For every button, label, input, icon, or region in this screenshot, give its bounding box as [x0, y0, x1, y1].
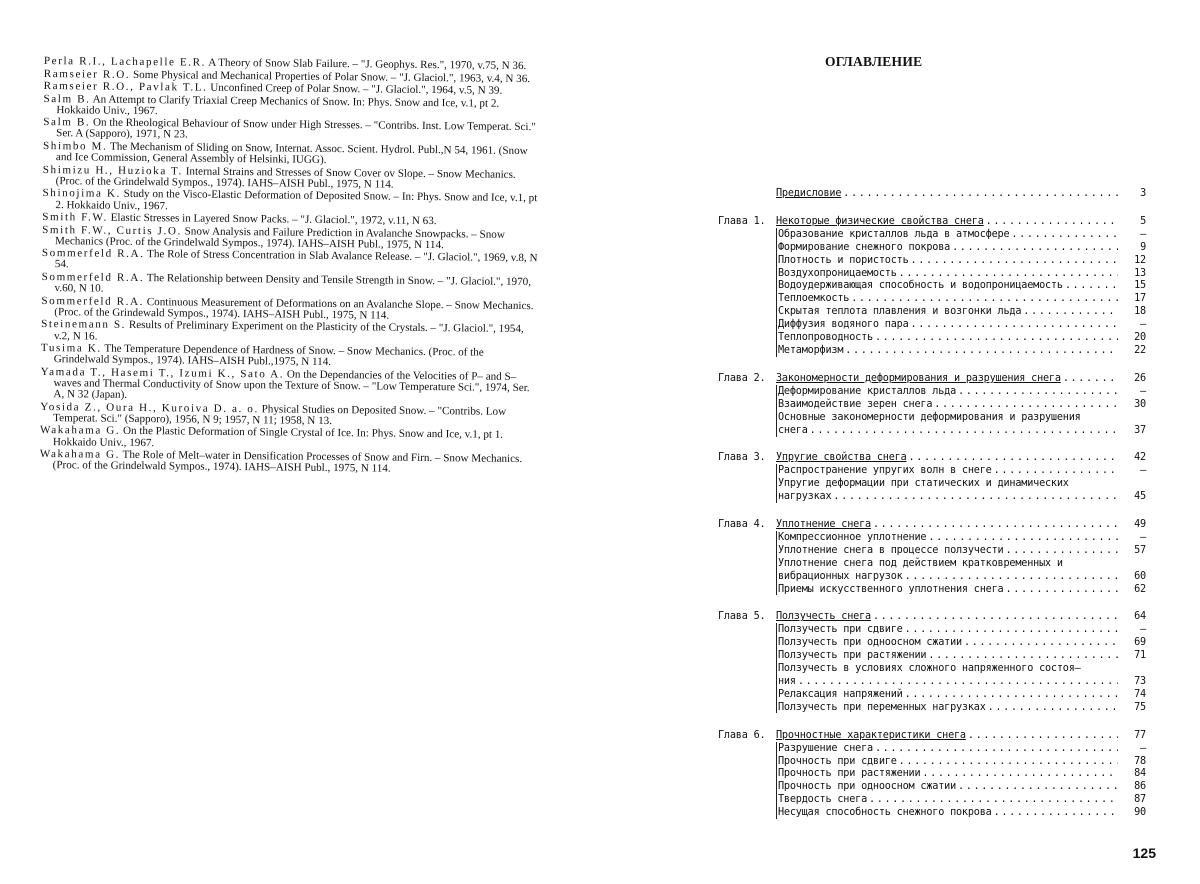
toc-entry	[718, 332, 1146, 345]
toc-entry-page: 49	[1134, 519, 1146, 531]
leader-dots	[810, 425, 1118, 438]
toc-entry-title: Приемы искусственного уплотнения снега	[778, 583, 1004, 595]
toc-entry-title: Метаморфизм	[778, 344, 844, 356]
chapter-label: Глава 4.	[718, 519, 766, 531]
chapter-heading	[718, 611, 1146, 624]
toc-entry-title: Прочность при сдвиге	[778, 755, 897, 767]
toc-entry	[718, 807, 1146, 820]
leader-dots	[873, 519, 1118, 532]
toc-entry	[718, 229, 1146, 242]
leader-dots	[952, 242, 1118, 255]
reference-text: The Mechanism of Sliding on Snow, Internat. Assoc. Scient. Hydrol. Publ.,N 54, 1961. (Snow and Ice Commission, General Assembly of Helsinki, IUGG).	[55, 140, 528, 167]
chapter-label: Глава 2.	[718, 372, 766, 384]
reference-text: Results of Preliminary Experiment on the Plasticity of the Crystals. – "J. Glaciol.", 1954, v.2, N 16.	[54, 319, 524, 343]
toc-entry-page: 5	[1140, 215, 1146, 227]
reference-text: An Attempt to Clarify Triaxial Creep Mechanics of Snow. In: Phys. Snow and Ice, v.1, pt 2. Hokkaido Univ., 1967.	[56, 93, 500, 117]
toc-entry-page: 78	[1134, 755, 1146, 767]
toc-entry	[718, 425, 1146, 438]
toc-entry-title: Водоудерживающая способность и водопроницаемость	[778, 280, 1063, 292]
reference-author: Smith F.W., Curtis J.O.	[42, 223, 182, 237]
reference-author: Salm B.	[43, 92, 91, 105]
toc-entry-title: Образование кристаллов льда в атмосфере	[778, 228, 1010, 240]
toc-entry-title: снега	[778, 424, 808, 436]
toc-entry-title: Деформирование кристаллов льда	[778, 385, 957, 397]
leader-dots	[1011, 229, 1118, 242]
chapter-block	[718, 216, 1146, 358]
toc-entry-title: Уплотнение снега	[776, 519, 871, 531]
reference-author: Steinemann S.	[41, 318, 127, 332]
toc-entry-page: 57	[1134, 544, 1146, 556]
toc-entry-title: Скрытая теплота плавления и возгонки льда	[778, 306, 1022, 318]
toc-preface	[718, 188, 1146, 201]
toc-entry-page: 75	[1134, 701, 1146, 713]
toc-entry	[718, 689, 1146, 702]
reference-text: Study on the Visco-Elastic Deformation of Deposited Snow. – In: Phys. Snow and Ice, v.1, pt 2. Hokkaido Univ., 1967.	[55, 188, 538, 212]
reference-author: Ramseier R.O., Pavlak T.L.	[43, 79, 208, 94]
reference-item	[40, 449, 540, 477]
toc-entry-title: Распространение упругих волн в снеге	[778, 465, 992, 477]
reference-author: Yamada T., Hasemi T., Izumi K., Sato A.	[40, 365, 285, 381]
toc-entry-title: Несущая способность снежного покрова	[778, 807, 992, 819]
toc-entry	[718, 399, 1146, 412]
chapter-label: Глава 6.	[718, 729, 766, 741]
reference-author: Shinojima K.	[42, 187, 121, 201]
toc-entry-title-line: Уплотнение снега под действием кратковременных и	[778, 557, 1063, 569]
toc-entry-page: 60	[1134, 570, 1146, 582]
chapter-block	[718, 373, 1146, 438]
toc-entry-page: 73	[1134, 676, 1146, 687]
leader-dots	[988, 702, 1118, 715]
reference-text: On the Dependancies of the Velocities of P– and S–waves and Thermal Conductivity of Snow upon the Texture of Snow. – "Low Temperature Sci.", 1974, Ser. A, N 32 (Japan).	[53, 368, 530, 402]
toc-entry-title-line: Ползучесть в условиях сложного напряженного состоя–	[778, 663, 1081, 675]
leader-dots	[905, 624, 1118, 637]
leader-dots	[905, 689, 1118, 702]
toc-entry-title: ния	[778, 676, 796, 687]
leader-dots	[798, 676, 1118, 689]
toc-entry-page: 20	[1134, 332, 1146, 344]
leader-dots	[958, 386, 1118, 399]
leader-dots	[911, 255, 1118, 268]
toc-entry-title-line: Упругие деформации при статических и динамических	[778, 478, 1069, 490]
toc-entry-page: 71	[1134, 650, 1146, 662]
toc-entry	[718, 545, 1146, 558]
toc-entry-title: Прочностные характеристики снега	[776, 729, 966, 741]
toc-entry	[718, 532, 1146, 545]
toc-entry-title: Ползучесть при сдвиге	[778, 624, 903, 636]
toc-entry-page: 13	[1134, 267, 1146, 279]
leader-dots	[911, 319, 1118, 332]
toc-entry	[718, 280, 1146, 293]
leader-dots	[845, 345, 1118, 358]
toc-entry-title: Взаимодействие зерен снега	[778, 398, 933, 410]
toc-entry	[718, 756, 1146, 769]
toc-entry-title: Формирование снежного покрова	[778, 241, 951, 253]
toc-entry-page: –	[1140, 465, 1146, 477]
toc-entry	[718, 624, 1146, 637]
leader-dots	[873, 611, 1118, 624]
leader-dots	[1005, 584, 1118, 597]
reference-text: Continuous Measurement of Deformations on an Avalanche Slope. – Snow Mechanics. (Proc. of the Grindewald Sympos., 1974). IAHS–AISH Publ., 1975, N 114.	[54, 295, 534, 322]
reference-author: Ramseier R.O.	[43, 67, 131, 81]
toc-entry-page: 18	[1134, 306, 1146, 318]
leader-dots	[875, 743, 1118, 756]
chapter-block	[718, 611, 1146, 714]
leader-dots	[909, 452, 1118, 465]
toc-entry	[718, 743, 1146, 756]
toc-entry	[718, 242, 1146, 255]
chapter-block	[718, 730, 1146, 820]
leader-dots	[934, 399, 1118, 412]
leader-dots	[1005, 545, 1118, 558]
chapter-heading	[718, 730, 1146, 743]
toc-entry-title: Ползучесть снега	[776, 611, 871, 623]
reference-author: Shimizu H., Huzioka T.	[42, 163, 184, 178]
toc-entry-title-line: Основные закономерности деформирования и разрушения	[778, 411, 1081, 423]
toc-entry-title: Теплоемкость	[778, 293, 850, 305]
toc-entry	[718, 293, 1146, 306]
reference-author: Sommerfeld R.A.	[41, 294, 145, 308]
reference-text: The Role of Melt–water in Densification Processes of Snow and Firn. – Snow Mechanics. (Proc. of the Grindelwald Sympos., 1974). IAHS–AISH Publ., 1975, N 114.	[52, 448, 523, 475]
toc-entry	[718, 637, 1146, 650]
toc-entry-page: 62	[1134, 583, 1146, 595]
toc-entry-title: Прочность при одноосном сжатии	[778, 781, 957, 793]
leader-dots	[964, 637, 1118, 650]
leader-dots	[899, 268, 1118, 281]
toc-entry-page: 45	[1134, 491, 1146, 503]
reference-text: Unconfined Creep of Polar Snow. – "J. Glaciol.", 1964, v.5, N 39.	[210, 81, 503, 97]
reference-author: Wakahama G.	[39, 448, 121, 461]
leader-dots	[1065, 280, 1118, 293]
reference-text: Snow Analysis and Failure Prediction in Avalanche Snowpacks. – Snow Mechanics (Proc. of the Grindelwald Sympos., 1974). IAHS–AISH Publ., 1975, N 114.	[55, 224, 505, 251]
reference-author: Sommerfeld R.A.	[41, 270, 145, 284]
reference-text: The Relationship between Density and Tensile Strength in Snow. – "J. Glaciol.", 1970, v.60, N 10.	[54, 272, 532, 295]
toc-title: ОГЛАВЛЕНИЕ	[825, 54, 923, 69]
leader-dots	[922, 768, 1118, 781]
toc-entry-title: Твердость снега	[778, 794, 868, 806]
toc-entry-title: Воздухопроницаемость	[778, 267, 897, 279]
leader-dots	[875, 332, 1118, 345]
toc-entry-title: Диффузия водяного пара	[778, 319, 909, 331]
reference-text: Some Physical and Mechanical Properties of Polar Snow. – "J. Glaciol.", 1963, v.4, N 36.	[132, 68, 531, 85]
toc-entry-title: Релаксация напряжений	[778, 688, 903, 700]
toc-entry-page: –	[1140, 742, 1146, 754]
toc-entry-page: 12	[1134, 254, 1146, 266]
toc-entry-page: 9	[1140, 241, 1146, 253]
toc-entry	[718, 386, 1146, 399]
leader-dots	[905, 571, 1118, 584]
chapter-heading	[718, 216, 1146, 229]
reference-text: Internal Strains and Stresses of Snow Cover ov Slope. – Snow Mechanics. (Proc. of the Grindelwald Sympos., 1974). IAHS–AISH Publ., 1975, N 114.	[55, 165, 516, 191]
toc-entry-page: –	[1140, 385, 1146, 397]
leader-dots	[968, 730, 1118, 743]
toc-entry	[718, 306, 1146, 319]
chapter-label: Глава 5.	[718, 611, 766, 623]
leader-dots	[899, 756, 1118, 769]
toc-entry-page: –	[1140, 319, 1146, 331]
toc-entry-page: 30	[1134, 398, 1146, 410]
toc-entry-title: Упругие свойства снега	[776, 452, 907, 464]
toc-entry	[718, 702, 1146, 715]
toc-entry-title: Ползучесть при одноосном сжатии	[778, 637, 962, 649]
toc-entry	[718, 255, 1146, 268]
toc-entry	[718, 794, 1146, 807]
toc-entry	[718, 491, 1146, 504]
toc-entry-title: Предисловие	[776, 188, 842, 199]
toc-entry-title: нагрузках	[778, 491, 832, 503]
toc-entry-page: 77	[1134, 729, 1146, 741]
toc-entry-title: вибрационных нагрузок	[778, 570, 903, 582]
reference-text: The Temperature Dependence of Hardness of Snow. – Snow Mechanics. (Proc. of the Grindelwald Sympos., 1974). IAHS–AISH Publ.,1975, N 114.	[53, 342, 484, 369]
reference-item	[40, 367, 540, 406]
reference-author: Wakahama G.	[40, 424, 121, 438]
leader-dots	[1023, 306, 1118, 319]
toc-entry-title: Закономерности деформирования и разрушения снега	[776, 372, 1061, 384]
reference-list	[40, 56, 544, 478]
toc-entry	[718, 768, 1146, 781]
leader-dots	[869, 794, 1118, 807]
toc-entry	[718, 650, 1146, 663]
toc-entry	[718, 781, 1146, 794]
toc-entry	[718, 584, 1146, 597]
toc-entry-page: 37	[1134, 424, 1146, 436]
toc-entry-page: –	[1140, 228, 1146, 240]
toc-entry-page: 74	[1134, 688, 1146, 700]
reference-author: Shimbo M.	[42, 139, 108, 153]
toc-entry-title: Уплотнение снега в процессе ползучести	[778, 544, 1004, 556]
toc-entry	[718, 268, 1146, 281]
leader-dots	[851, 293, 1118, 306]
leader-dots	[843, 188, 1118, 201]
toc-entry-page: –	[1140, 531, 1146, 543]
chapter-heading	[718, 452, 1146, 465]
toc-entry-page: 26	[1134, 372, 1146, 384]
reference-author: Perla R.I., Lachapelle E.R.	[43, 55, 207, 69]
toc-entry-page: 87	[1134, 794, 1146, 806]
toc-entry	[718, 319, 1146, 332]
reference-text: Elastic Stresses in Layered Snow Packs. – "J. Glaciol.", 1972, v.11, N 63.	[110, 211, 437, 228]
toc-entry-page: 22	[1134, 344, 1146, 356]
chapter-label: Глава 3.	[718, 452, 766, 464]
toc-entry-title: Ползучесть при переменных нагрузках	[778, 701, 986, 713]
leader-dots	[928, 532, 1118, 545]
table-of-contents	[718, 188, 1146, 820]
toc-entry-title: Прочность при растяжении	[778, 768, 921, 780]
toc-entry	[718, 345, 1146, 358]
right-page	[600, 0, 1200, 884]
reference-text: On the Rheological Behaviour of Snow under High Stresses. – "Contribs. Inst. Low Temperat. Sci." Ser. A (Sapporo), 1971, N 23.	[56, 116, 536, 141]
toc-entry-page: 69	[1134, 637, 1146, 649]
toc-entry-title: Некоторые физические свойства снега	[776, 215, 984, 227]
reference-author: Yosida Z., Oura H., Kuroiva D. a. o.	[40, 400, 259, 415]
toc-entry-page: 64	[1134, 611, 1146, 623]
toc-entry-title: Ползучесть при растяжении	[778, 650, 927, 662]
page-number: 125	[1132, 845, 1156, 861]
toc-entry-page: 42	[1134, 452, 1146, 464]
leader-dots	[1063, 373, 1118, 386]
toc-entry-page: 3	[1140, 188, 1146, 199]
toc-entry-title: Компрессионное уплотнение	[778, 531, 927, 543]
reference-text: A Theory of Snow Slab Failure. – "J. Geophys. Res.", 1970, v.75, N 36.	[208, 56, 527, 73]
toc-entry	[718, 571, 1146, 584]
reference-author: Sommerfeld R.A.	[41, 247, 145, 261]
leader-dots	[958, 781, 1118, 794]
toc-entry-title: Разрушение снега	[778, 742, 873, 754]
reference-author: Tusima K.	[40, 342, 102, 355]
leader-dots	[994, 807, 1118, 820]
leader-dots	[928, 650, 1118, 663]
toc-entry-page: 17	[1134, 293, 1146, 305]
reference-text: On the Plastic Deformation of Single Crystal of Ice. In: Phys. Snow and Ice, v.1, pt 1. Hokkaido Univ., 1967.	[52, 425, 504, 449]
leader-dots	[986, 216, 1118, 229]
toc-entry-page: 86	[1134, 781, 1146, 793]
toc-entry-page: –	[1140, 624, 1146, 636]
chapter-heading	[718, 519, 1146, 532]
leader-dots	[833, 491, 1118, 504]
reference-text: Physical Studies on Deposited Snow. – "Contribs. Low Temperat. Sci." (Sapporo), 1956, N 9; 1957, N 11; 1958, N 13.	[53, 402, 507, 427]
toc-entry-page: 84	[1134, 768, 1146, 780]
toc-entry-page: 15	[1134, 280, 1146, 292]
toc-entry	[718, 676, 1146, 689]
chapter-label: Глава 1.	[718, 215, 766, 227]
reference-author: Salm B.	[43, 116, 91, 129]
chapter-block	[718, 519, 1146, 596]
leader-dots	[994, 465, 1118, 478]
chapter-block	[718, 452, 1146, 504]
chapter-heading	[718, 373, 1146, 386]
reference-text: The Role of Stress Concentration in Slab Avalance Release. – "J. Glaciol.", 1969, v.8, N 54.	[54, 248, 538, 271]
toc-entry	[718, 465, 1146, 478]
toc-entry-page: 90	[1134, 807, 1146, 819]
reference-author: Smith F.W.	[42, 211, 108, 224]
toc-entry-title: Теплопроводность	[778, 332, 873, 344]
toc-entry-title: Плотность и пористость	[778, 254, 909, 266]
